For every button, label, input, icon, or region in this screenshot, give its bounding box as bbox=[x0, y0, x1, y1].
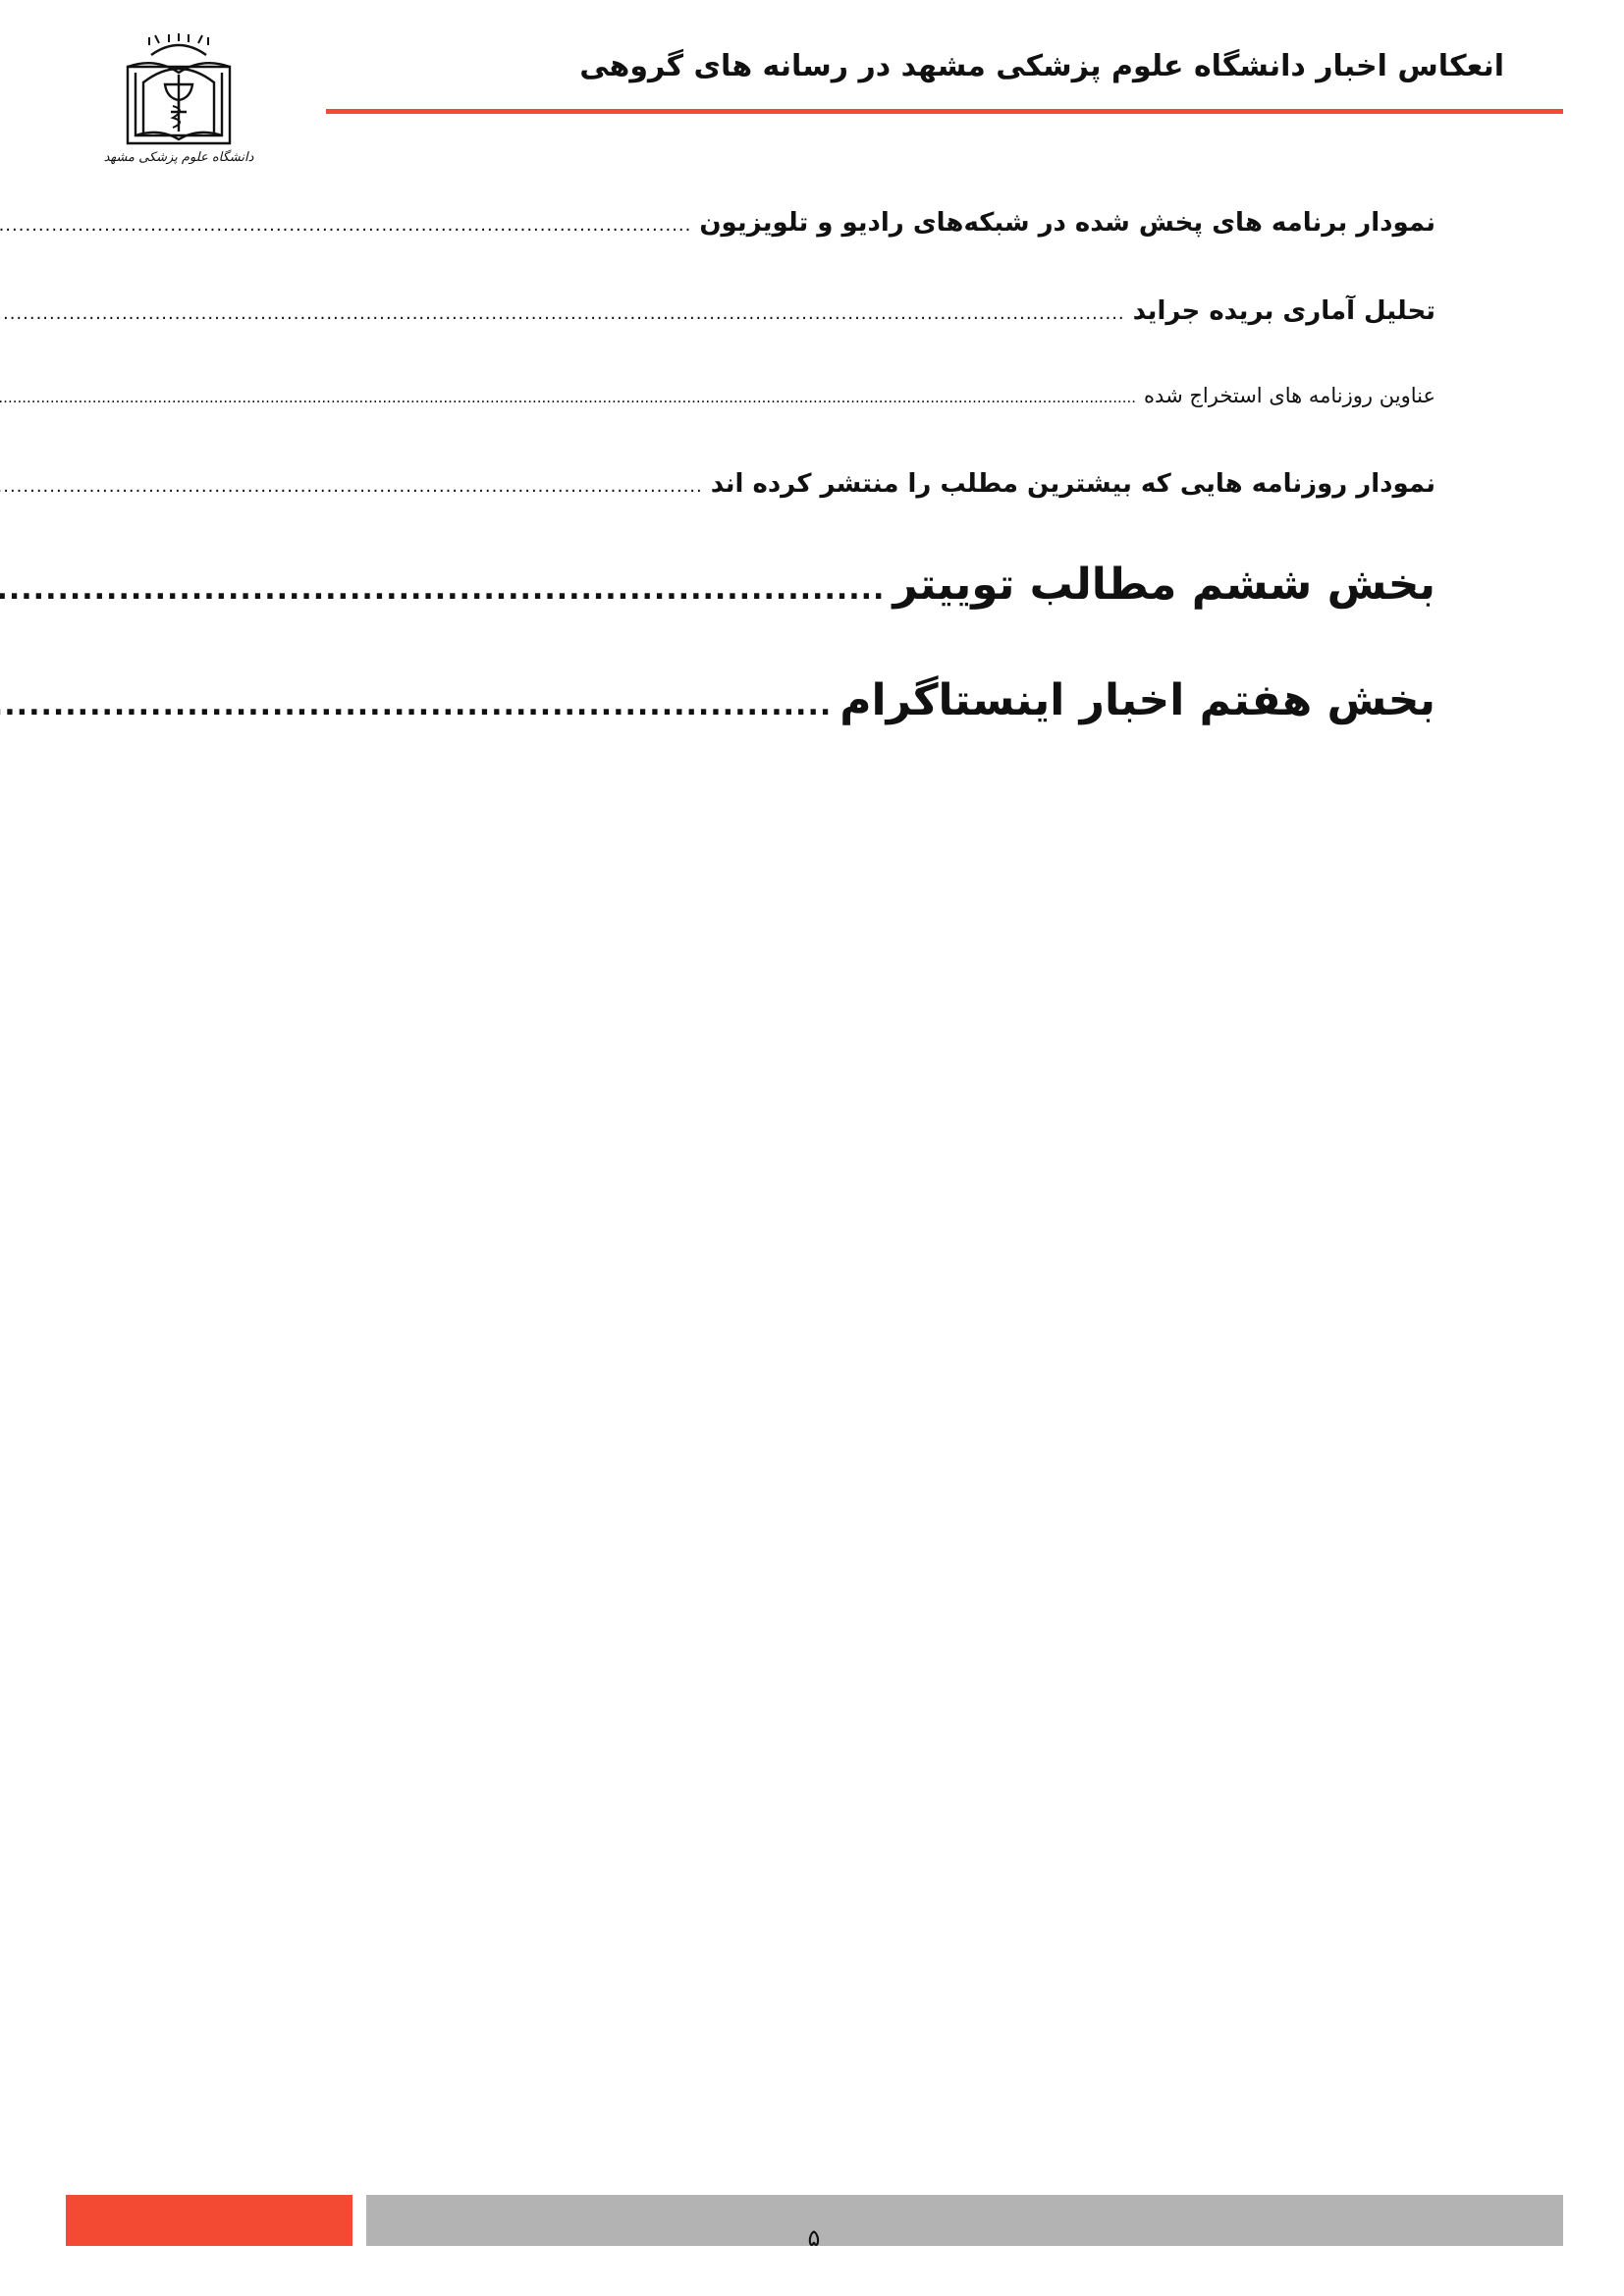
toc-leader-dots bbox=[0, 303, 1125, 324]
toc-entry-title: بخش ششم مطالب توییتر bbox=[893, 560, 1435, 610]
header-rule bbox=[326, 109, 1563, 114]
toc-entry-title: بخش هفتم اخبار اینستاگرام bbox=[839, 675, 1435, 725]
toc-entry[interactable] bbox=[200, 208, 1435, 238]
university-emblem-icon bbox=[103, 33, 254, 167]
toc-section-entry[interactable] bbox=[200, 675, 1435, 725]
page-number: ۵ bbox=[807, 2224, 821, 2252]
toc-entry-title: نمودار برنامه های پخش شده در شبکه‌های رادیو و تلویزیون bbox=[699, 208, 1435, 238]
document-title: انعکاس اخبار دانشگاه علوم پزشکی مشهد در رسانه های گروهی bbox=[579, 49, 1504, 83]
toc-leader-dots bbox=[0, 688, 832, 722]
footer-red-bar bbox=[66, 2195, 352, 2246]
footer-gray-bar bbox=[366, 2195, 1563, 2246]
toc-leader-dots bbox=[0, 215, 691, 236]
toc-leader-dots bbox=[0, 389, 1136, 406]
toc-section-entry[interactable] bbox=[200, 560, 1435, 610]
toc-entry[interactable] bbox=[200, 296, 1435, 326]
toc-leader-dots bbox=[0, 476, 703, 497]
toc-entry-title: عناوین روزنامه های استخراج شده bbox=[1144, 384, 1435, 407]
toc-leader-dots bbox=[0, 572, 885, 607]
toc-entry[interactable] bbox=[200, 469, 1435, 499]
toc-entry[interactable] bbox=[200, 384, 1435, 407]
toc-entry-title: نمودار روزنامه هایی که بیشترین مطلب را منتشر کرده اند bbox=[710, 469, 1435, 499]
logo-caption: دانشگاه علوم پزشکی مشهد bbox=[103, 150, 254, 165]
toc-entry-title: تحلیل آماری بریده جراید bbox=[1132, 296, 1435, 326]
